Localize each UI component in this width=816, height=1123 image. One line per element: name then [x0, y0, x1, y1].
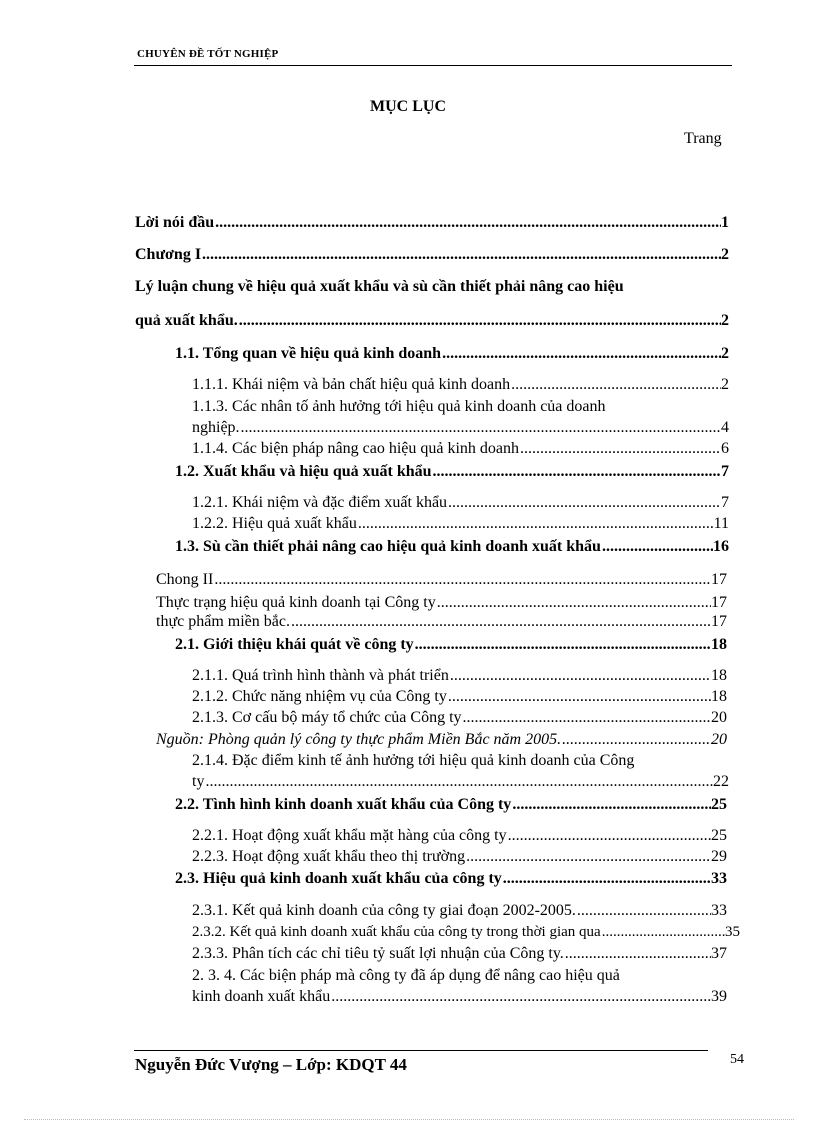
toc-entry — [192, 667, 727, 685]
toc-entry — [135, 246, 729, 264]
toc-leader-dots — [602, 924, 725, 941]
toc-entry-text: 2.1.4. Đặc điểm kinh tế ảnh hưởng tới hiệu quả kinh doanh của Công — [192, 752, 635, 769]
toc-entry — [135, 312, 729, 330]
toc-entry-page: 6 — [721, 440, 729, 457]
toc-entry — [192, 773, 729, 791]
toc-entry-page: 4 — [721, 419, 729, 436]
toc-leader-dots — [508, 827, 711, 845]
toc-entry — [135, 214, 729, 232]
toc-entry-text: 2.2. Tình hình kinh doanh xuất khẩu của Công ty — [175, 796, 512, 813]
toc-leader-dots — [602, 538, 713, 556]
toc-entry — [156, 594, 727, 612]
toc-entry — [192, 924, 740, 941]
toc-entry-text: ty — [192, 773, 205, 790]
toc-entry — [175, 796, 727, 814]
toc-entry — [192, 902, 727, 920]
toc-entry-text: 2.1.3. Cơ cấu bộ máy tổ chức của Công ty — [192, 709, 462, 726]
page-title: MỤC LỤC — [370, 98, 446, 115]
toc-entry — [156, 731, 727, 749]
toc-entry — [192, 688, 727, 706]
toc-entry-page: 18 — [711, 688, 727, 705]
toc-entry-page: 17 — [711, 594, 727, 611]
toc-leader-dots — [520, 440, 721, 458]
toc-leader-dots — [215, 214, 721, 232]
toc-entry-page: 29 — [711, 848, 727, 865]
toc-leader-dots — [205, 773, 713, 791]
toc-entry-page: 35 — [725, 924, 740, 940]
toc-leader-dots — [450, 667, 711, 685]
toc-leader-dots — [331, 988, 711, 1006]
toc-entry-text: Thực trạng hiệu quả kinh doanh tại Công ty — [156, 594, 436, 611]
toc-leader-dots — [239, 312, 721, 330]
toc-entry-text: 2.3. Hiệu quả kinh doanh xuất khẩu của công ty — [175, 870, 502, 887]
toc-leader-dots — [565, 945, 711, 963]
toc-entry-text: 2.1.1. Quá trình hình thành và phát triển — [192, 667, 449, 684]
toc-entry-text: 1.2.1. Khái niệm và đặc điểm xuất khẩu — [192, 494, 448, 511]
toc-entry — [192, 419, 729, 437]
toc-entry-text: 2.3.3. Phân tích các chỉ tiêu tỷ suất lợi nhuận của Công ty. — [192, 945, 564, 962]
toc-entry-page: 33 — [711, 870, 727, 887]
toc-leader-dots — [442, 345, 721, 363]
toc-entry — [192, 988, 727, 1006]
document-header: CHUYÊN ĐỀ TỐT NGHIỆP — [137, 48, 279, 60]
toc-entry — [192, 515, 729, 533]
toc-entry-text: 1.3. Sù cần thiết phải nâng cao hiệu quả kinh doanh xuất khẩu — [175, 538, 601, 555]
toc-entry-text: 2.1.2. Chức năng nhiệm vụ của Công ty — [192, 688, 447, 705]
toc-entry-page: 16 — [713, 538, 729, 555]
toc-entry — [192, 827, 727, 845]
toc-entry-text: nghiệp. — [192, 419, 240, 436]
toc-leader-dots — [214, 571, 711, 589]
toc-leader-dots — [437, 594, 711, 612]
toc-entry — [175, 345, 729, 363]
header-rule — [134, 65, 732, 66]
page-bottom-border — [24, 1119, 794, 1120]
toc-entry — [192, 494, 729, 512]
toc-entry-page: 7 — [721, 463, 729, 480]
toc-entry-text: 1.1.3. Các nhân tố ảnh hưởng tới hiệu quả kinh doanh của doanh — [192, 398, 606, 415]
toc-leader-dots — [358, 515, 714, 533]
toc-leader-dots — [577, 902, 711, 920]
toc-entry — [175, 636, 727, 654]
toc-entry-page: 20 — [711, 709, 727, 726]
toc-entry-text: 1.2.2. Hiệu quả xuất khẩu — [192, 515, 357, 532]
toc-entry-page: 37 — [711, 945, 727, 962]
toc-entry — [192, 376, 729, 394]
toc-entry-text: Lý luận chung về hiệu quả xuất khẩu và sù cần thiết phải nâng cao hiệu — [135, 278, 624, 295]
toc-entry-page: 7 — [721, 494, 729, 511]
toc-entry — [192, 440, 729, 458]
toc-entry — [175, 870, 727, 888]
page-column-label: Trang — [684, 130, 722, 147]
page-number: 54 — [730, 1052, 744, 1067]
toc-entry-page: 1 — [721, 214, 729, 231]
toc-leader-dots — [202, 246, 721, 264]
toc-entry-page: 2 — [721, 246, 729, 263]
toc-entry-text: quả xuất khẩu. — [135, 312, 238, 329]
toc-entry-page: 18 — [711, 667, 727, 684]
toc-leader-dots — [503, 870, 711, 888]
toc-entry-text: Nguồn: Phòng quản lý công ty thực phẩm Miền Bắc năm 2005. — [156, 731, 562, 748]
toc-entry-text: 2.3.2. Kết quả kinh doanh xuất khẩu của công ty trong thời gian qua — [192, 924, 601, 940]
toc-leader-dots — [415, 636, 711, 654]
toc-leader-dots — [448, 494, 721, 512]
toc-entry-page: 2 — [721, 345, 729, 362]
toc-entry-page: 20 — [711, 731, 727, 748]
toc-entry-text: Chương I — [135, 246, 202, 263]
toc-entry-page: 25 — [711, 827, 727, 844]
toc-entry-page: 22 — [713, 773, 729, 790]
toc-entry — [175, 463, 729, 481]
toc-entry-text: 2.2.1. Hoạt động xuất khẩu mặt hàng của công ty — [192, 827, 507, 844]
toc-entry-text: 2.2.3. Hoạt động xuất khẩu theo thị trường — [192, 848, 466, 865]
toc-entry-page: 2 — [721, 376, 729, 393]
toc-entry-page: 18 — [711, 636, 727, 653]
toc-leader-dots — [433, 463, 721, 481]
toc-entry — [192, 945, 727, 963]
toc-entry-page: 17 — [711, 571, 727, 588]
toc-entry — [156, 613, 727, 631]
toc-leader-dots — [511, 376, 721, 394]
footer-rule — [134, 1050, 708, 1051]
footer-author: Nguyễn Đức Vượng – Lớp: KDQT 44 — [135, 1055, 407, 1074]
toc-entry-page: 39 — [711, 988, 727, 1005]
toc-entry-text: Chong II — [156, 571, 214, 588]
toc-entry-text: 2. 3. 4. Các biện pháp mà công ty đã áp dụng để nâng cao hiệu quả — [192, 967, 620, 984]
toc-leader-dots — [463, 709, 711, 727]
toc-entry — [192, 848, 727, 866]
toc-leader-dots — [241, 419, 721, 437]
toc-leader-dots — [562, 731, 711, 749]
toc-entry-page: 11 — [713, 515, 729, 532]
toc-entry-text: 1.1.4. Các biện pháp nâng cao hiệu quả kinh doanh — [192, 440, 520, 457]
toc-leader-dots — [291, 613, 711, 631]
toc-entry-page: 25 — [711, 796, 727, 813]
toc-entry — [156, 571, 727, 589]
toc-leader-dots — [466, 848, 711, 866]
toc-entry-page: 33 — [711, 902, 727, 919]
toc-entry-text: Lời nói đầu — [135, 214, 215, 231]
toc-leader-dots — [512, 796, 711, 814]
toc-leader-dots — [448, 688, 711, 706]
toc-entry-page: 2 — [721, 312, 729, 329]
toc-entry-text: thực phẩm miền bắc. — [156, 613, 290, 630]
toc-entry — [192, 709, 727, 727]
toc-entry-text: 2.3.1. Kết quả kinh doanh của công ty giai đoạn 2002-2005. — [192, 902, 576, 919]
toc-entry — [175, 538, 729, 556]
toc-entry-text: 2.1. Giới thiệu khái quát về công ty — [175, 636, 414, 653]
toc-entry-text: 1.2. Xuất khẩu và hiệu quả xuất khẩu — [175, 463, 432, 480]
toc-entry-text: kinh doanh xuất khẩu — [192, 988, 331, 1005]
toc-entry-text: 1.1.1. Khái niệm và bản chất hiệu quả kinh doanh — [192, 376, 511, 393]
toc-entry-page: 17 — [711, 613, 727, 630]
toc-entry-text: 1.1. Tổng quan về hiệu quả kinh doanh — [175, 345, 442, 362]
